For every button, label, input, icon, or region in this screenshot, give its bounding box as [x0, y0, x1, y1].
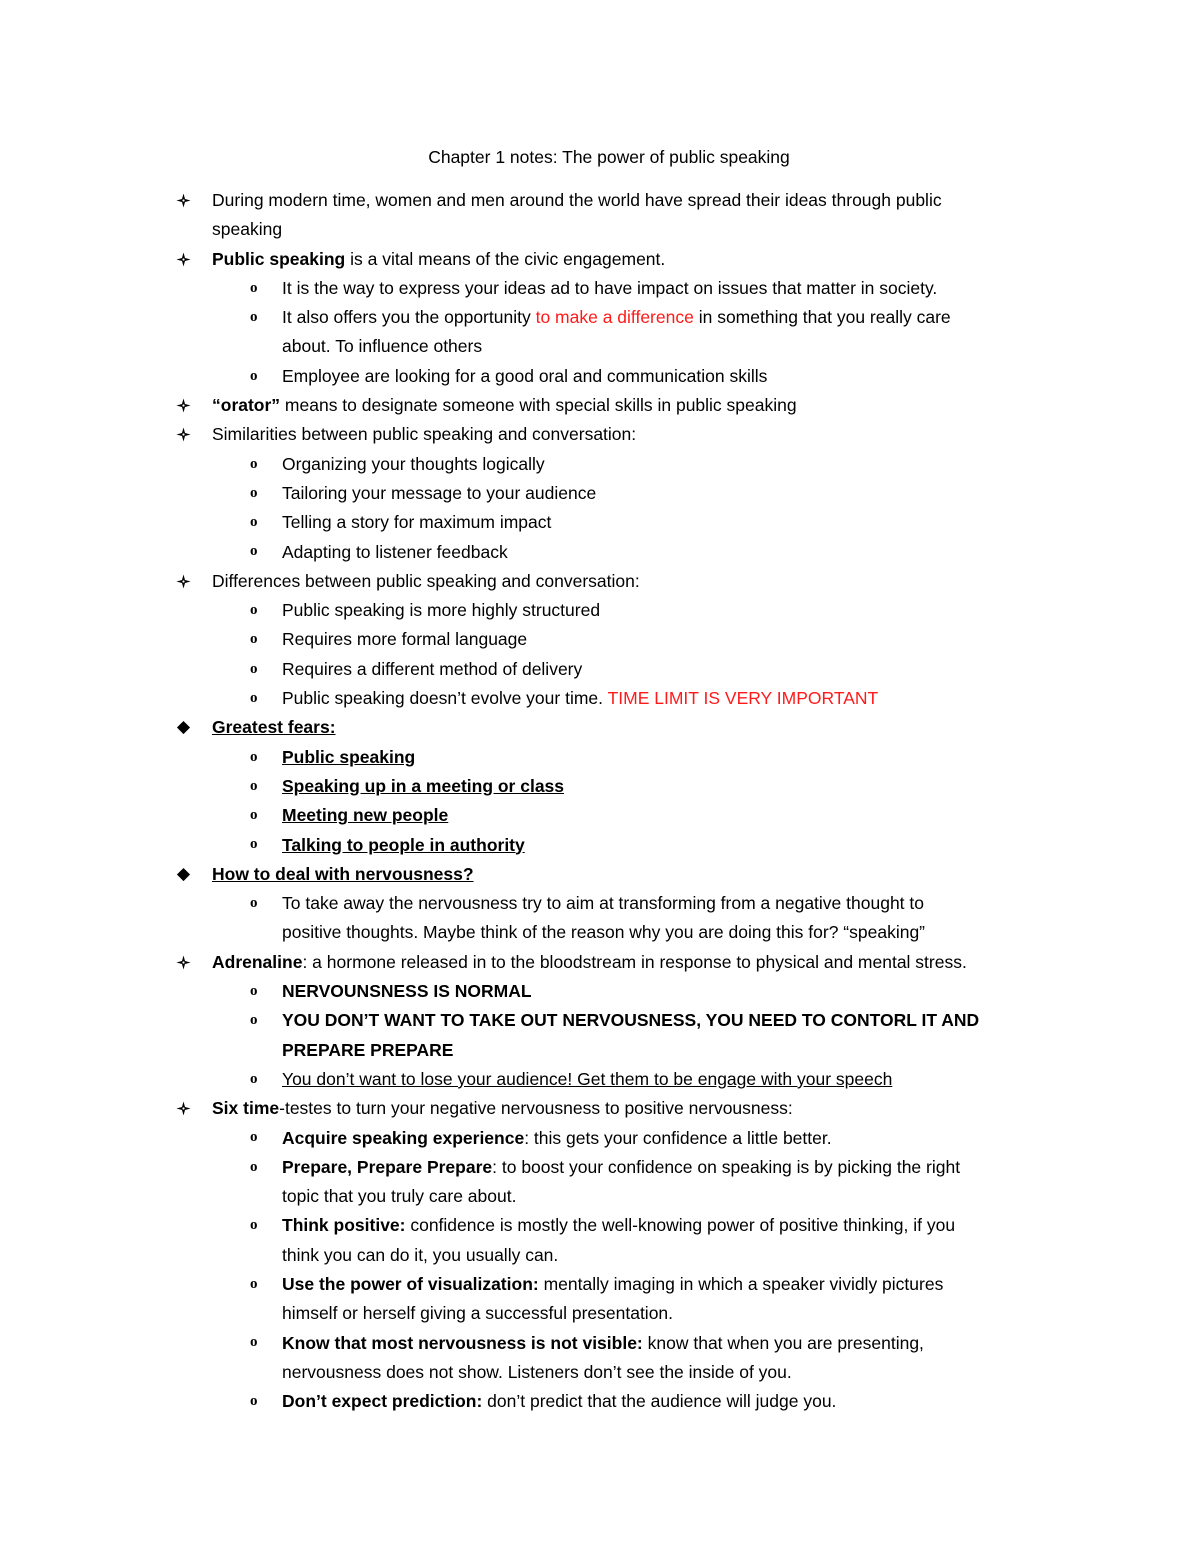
text-run: It also offers you the opportunity — [282, 307, 536, 328]
text-run: : a hormone released in to the bloodstream in response to physical and mental stress. — [302, 951, 967, 972]
text-line — [282, 1270, 1200, 1299]
text-run: means to designate someone with special skills in public speaking — [280, 395, 797, 416]
text-run: Employee are looking for a good oral and communication skills — [282, 365, 768, 386]
text-run: Similarities between public speaking and conversation: — [212, 424, 637, 445]
text-run: speaking — [212, 219, 283, 240]
sub-list-item — [0, 1065, 1200, 1094]
text-run: positive thoughts. Maybe think of the reason why you are doing this for? “speaking” — [282, 922, 926, 943]
list-item — [0, 186, 1200, 245]
list-item — [0, 420, 1200, 449]
text-line — [282, 303, 1200, 332]
text-run: himself or herself giving a successful presentation. — [282, 1303, 674, 1324]
text-line — [282, 1329, 1200, 1358]
text-line — [282, 508, 1200, 537]
text-run: “orator” — [212, 395, 281, 416]
text-line — [212, 186, 1200, 215]
list-item — [0, 391, 1200, 420]
sub-list-item — [0, 772, 1200, 801]
text-run: about. To influence others — [282, 336, 483, 357]
circle-bullet-icon: o — [250, 1275, 258, 1292]
circle-bullet-icon: o — [250, 1334, 258, 1351]
circle-bullet-icon: o — [250, 982, 258, 999]
circle-bullet-icon: o — [250, 602, 258, 619]
text-run: Tailoring your message to your audience — [282, 482, 597, 503]
text-run: YOU DON’T WANT TO TAKE OUT NERVOUSNESS, YOU NEED TO CONTORL IT AND — [282, 1010, 980, 1031]
text-line — [212, 1094, 1200, 1123]
text-line — [282, 655, 1200, 684]
text-run: During modern time, women and men around the world have spread their ideas through public — [212, 190, 942, 210]
text-run: -testes to turn your negative nervousness to positive nervousness: — [279, 1098, 793, 1119]
sub-list-item — [0, 596, 1200, 625]
circle-bullet-icon: o — [250, 748, 258, 765]
text-line — [212, 713, 1200, 742]
text-line — [282, 801, 1200, 830]
list-item — [0, 567, 1200, 596]
circle-bullet-icon: o — [250, 367, 258, 384]
text-run: confidence is mostly the well-knowing power of positive thinking, if you — [405, 1215, 956, 1236]
document-title-row — [0, 146, 1200, 168]
circle-bullet-icon: o — [250, 309, 258, 326]
text-line — [212, 391, 1200, 420]
sub-list-item — [0, 977, 1200, 1006]
sub-list-item — [0, 1329, 1200, 1388]
text-run: It is the way to express your ideas ad to have impact on issues that matter in society. — [282, 277, 938, 298]
text-run: NERVOUNSNESS IS NORMAL — [282, 981, 532, 1002]
text-run: PREPARE PREPARE — [282, 1039, 454, 1060]
list-item — [0, 713, 1200, 742]
text-line — [212, 245, 1200, 274]
circle-bullet-icon: o — [250, 455, 258, 472]
text-run: Public speaking is more highly structured — [282, 600, 601, 621]
circle-bullet-icon: o — [250, 1158, 258, 1175]
text-line — [282, 274, 1200, 303]
sub-list-item — [0, 303, 1200, 362]
text-run: to make a difference — [535, 307, 694, 328]
text-run: know that when you are presenting, — [642, 1332, 924, 1353]
text-run: Requires a different method of delivery — [282, 658, 583, 679]
sub-list-item — [0, 889, 1200, 948]
text-run: Think positive: — [282, 1215, 406, 1236]
text-run: : to boost your confidence on speaking is by picking the right — [492, 1156, 961, 1177]
text-run: TIME LIMIT IS VERY IMPORTANT — [607, 688, 879, 709]
text-line — [282, 332, 1200, 361]
text-line — [212, 420, 1200, 449]
sub-list-item — [0, 538, 1200, 567]
four-point-star-bullet-icon — [176, 567, 196, 596]
circle-bullet-icon: o — [250, 1129, 258, 1146]
circle-bullet-icon: o — [250, 807, 258, 824]
text-line — [282, 1153, 1200, 1182]
sub-list-item — [0, 831, 1200, 860]
text-run: Organizing your thoughts logically — [282, 453, 545, 474]
diamond-bullet-icon — [176, 860, 196, 889]
text-line — [282, 625, 1200, 654]
circle-bullet-icon: o — [250, 631, 258, 648]
text-line — [282, 1211, 1200, 1240]
text-run: How to deal with nervousness? — [212, 863, 474, 884]
circle-bullet-icon: o — [250, 894, 258, 911]
sub-list-item — [0, 274, 1200, 303]
diamond-bullet-icon — [176, 713, 196, 742]
text-run: Public speaking — [212, 248, 346, 269]
sub-list-item — [0, 625, 1200, 654]
text-run: Adapting to listener feedback — [282, 541, 508, 562]
text-line — [282, 538, 1200, 567]
sub-list-item — [0, 801, 1200, 830]
sub-list-item — [0, 362, 1200, 391]
text-line — [282, 684, 1200, 713]
sub-list-item — [0, 1153, 1200, 1212]
sub-list-item — [0, 1270, 1200, 1329]
text-line — [282, 831, 1200, 860]
text-run: Six time — [212, 1098, 280, 1119]
text-run: Know that most nervousness is not visible: — [282, 1332, 643, 1353]
text-run: Don’t expect prediction: — [282, 1391, 483, 1412]
text-run: in something that you really care — [693, 307, 951, 328]
text-run: Public speaking — [282, 746, 416, 767]
four-point-star-bullet-icon — [176, 391, 196, 420]
text-run: Prepare, Prepare Prepare — [282, 1156, 493, 1177]
circle-bullet-icon: o — [250, 1217, 258, 1234]
text-line — [282, 1036, 1200, 1065]
circle-bullet-icon: o — [250, 279, 258, 296]
circle-bullet-icon: o — [250, 543, 258, 560]
text-run: Public speaking doesn’t evolve your time. — [282, 688, 608, 709]
text-line — [212, 948, 1200, 977]
circle-bullet-icon: o — [250, 1393, 258, 1410]
text-run: Telling a story for maximum impact — [282, 512, 552, 533]
text-run: Speaking up in a meeting or class — [282, 775, 565, 796]
list-item — [0, 860, 1200, 889]
text-line — [282, 1387, 1200, 1416]
text-run: Requires more formal language — [282, 629, 528, 650]
sub-list-item — [0, 1006, 1200, 1065]
text-run: You don’t want to lose your audience! Get them to be engage with your speech — [282, 1068, 893, 1089]
circle-bullet-icon: o — [250, 484, 258, 501]
text-run: think you can do it, you usually can. — [282, 1244, 559, 1265]
text-line — [282, 772, 1200, 801]
text-line — [282, 1358, 1200, 1387]
circle-bullet-icon: o — [250, 1070, 258, 1087]
text-run: : this gets your confidence a little better. — [524, 1127, 832, 1148]
sub-list-item — [0, 684, 1200, 713]
text-run: mentally imaging in which a speaker vividly pictures — [538, 1273, 944, 1294]
text-run: Meeting new people — [282, 805, 449, 826]
text-line — [282, 596, 1200, 625]
text-run: nervousness does not show. Listeners don’t see the inside of you. — [282, 1361, 792, 1382]
text-line — [282, 1065, 1200, 1094]
list-item — [0, 1094, 1200, 1123]
sub-list-item — [0, 655, 1200, 684]
sub-list-item — [0, 1124, 1200, 1153]
circle-bullet-icon: o — [250, 836, 258, 853]
text-run: Talking to people in authority — [282, 834, 525, 855]
text-run: topic that you truly care about. — [282, 1186, 517, 1207]
text-line — [282, 1241, 1200, 1270]
text-line — [282, 1182, 1200, 1211]
text-line — [282, 362, 1200, 391]
text-line — [282, 450, 1200, 479]
text-line — [282, 889, 1200, 918]
text-run: Differences between public speaking and conversation: — [212, 570, 640, 591]
notes-list — [0, 186, 1200, 1416]
text-run: To take away the nervousness try to aim at transforming from a negative thought to — [282, 893, 924, 914]
text-run: Adrenaline — [212, 951, 303, 972]
text-line — [282, 1006, 1200, 1035]
list-item — [0, 948, 1200, 977]
text-line — [212, 567, 1200, 596]
document-title: Chapter 1 notes: The power of public speaking — [428, 147, 790, 167]
text-line — [212, 215, 1200, 244]
sub-list-item — [0, 479, 1200, 508]
text-run: is a vital means of the civic engagement. — [345, 248, 666, 269]
circle-bullet-icon: o — [250, 660, 258, 677]
sub-list-item — [0, 450, 1200, 479]
text-line — [282, 1124, 1200, 1153]
text-line — [282, 479, 1200, 508]
circle-bullet-icon: o — [250, 1012, 258, 1029]
text-line — [282, 918, 1200, 947]
text-line — [282, 1299, 1200, 1328]
four-point-star-bullet-icon — [176, 420, 196, 449]
circle-bullet-icon: o — [250, 514, 258, 531]
text-line — [212, 860, 1200, 889]
four-point-star-bullet-icon — [176, 1094, 196, 1123]
text-run: Use the power of visualization: — [282, 1273, 539, 1294]
four-point-star-bullet-icon — [176, 948, 196, 977]
text-run: Acquire speaking experience — [282, 1127, 525, 1148]
circle-bullet-icon: o — [250, 777, 258, 794]
sub-list-item — [0, 1387, 1200, 1416]
sub-list-item — [0, 743, 1200, 772]
text-line — [282, 977, 1200, 1006]
four-point-star-bullet-icon — [176, 186, 196, 215]
text-line — [282, 743, 1200, 772]
circle-bullet-icon: o — [250, 689, 258, 706]
sub-list-item — [0, 508, 1200, 537]
sub-list-item — [0, 1211, 1200, 1270]
text-run: don’t predict that the audience will judge you. — [482, 1391, 837, 1412]
list-item — [0, 245, 1200, 274]
text-run: Greatest fears: — [212, 717, 336, 738]
four-point-star-bullet-icon — [176, 245, 196, 274]
